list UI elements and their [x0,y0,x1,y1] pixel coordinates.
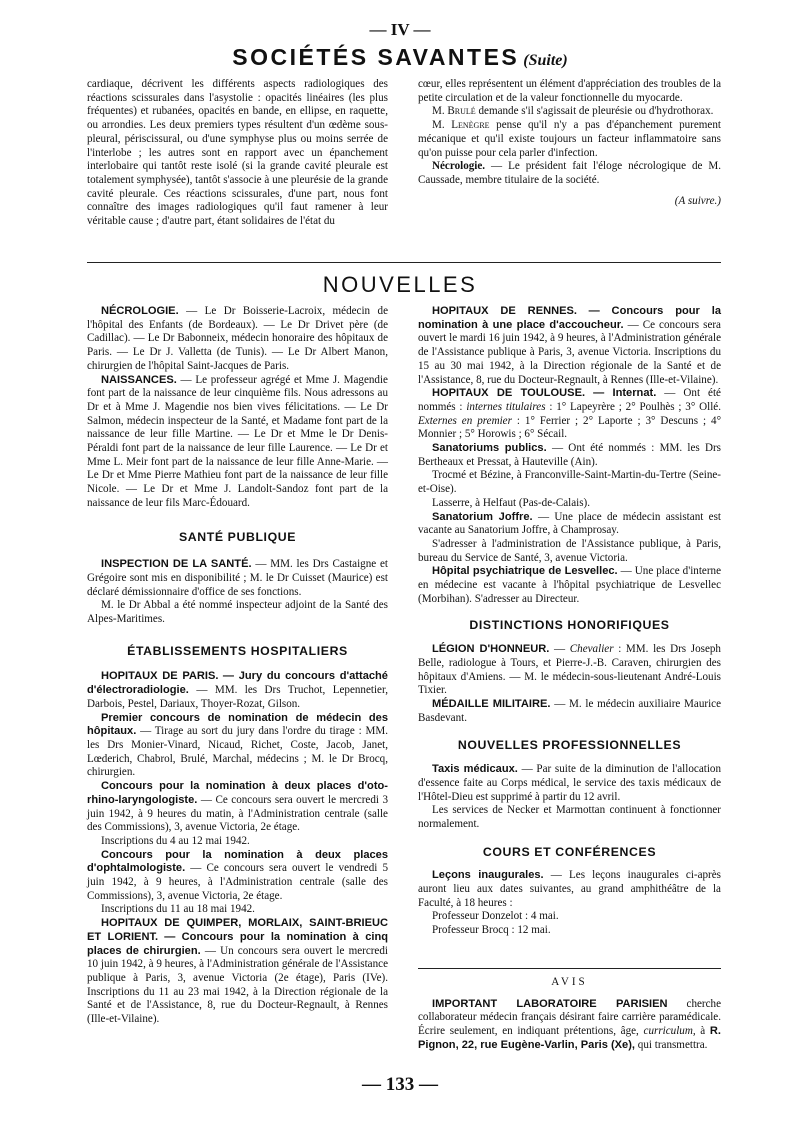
taxis-item [418,763,721,804]
oto-concours-body: — Ce concours sera ouvert le mercredi 3 juin 1942, à 9 heures du matin, à l'Administration centrale (salle des Commissions), 3, avenue Victoria, 2e étage. [87,793,388,834]
professeur-donzelot: Professeur Donzelot : 4 mai. [432,910,559,923]
toulouse-b: : 1° Lapeyrère ; 2° Poulhès ; 3° Ollé. [549,400,721,413]
taxis-2: Les services de Necker et Marmottan continuent à fonctionner normalement. [418,804,721,830]
avis-a: à [700,1025,706,1038]
naissances-body: — Le professeur agrégé et Mme J. Magendie font part de la naissance de leur cinquième fils. Nous adressons au Dr et à Mme J. Magendie nos bien vives félicitations. — Le Dr Salmon, médecin inspecteur de la Santé, et Madame font part de la naissance de leur fille Martine. — Le Dr et Mme le Dr Denis-Péraldi font part de la naissance de leur fille Laurence. — Le Dr et Mme L. Meir font part de la naissance de leur fille Anne-Marie. — Le Dr et Mme Pierre Mathieu font part de la naissance de leur fille Nicole. — Le Dr et Mme J. Landolt-Sandoz font part de la naissance de leur fils Marc-Édouard. [87,373,388,509]
distinctions-title: DISTINCTIONS HONORIFIQUES [469,618,670,633]
oph-inscriptions: Inscriptions du 11 au 18 mai 1942. [101,903,255,916]
quimper-concours: — Concours pour la nomination à cinq places de chirurgien. [87,930,389,957]
quimper-body: — Un concours sera ouvert le mercredi 10 juin 1942, à 9 heures, à l'Administration générale de l'Assistance publique à Paris, 3, avenue Victoria (2e étage), Paris (IVe). Inscriptions du 11 au 23 mai 1942, à la Direction régionale de la Santé et de l'Assistance, 8, rue du Docteur-Regnault, à Rennes (Ille-et-Vilaine). [87,944,388,1026]
cours-title: COURS ET CONFÉRENCES [482,844,657,859]
premier-concours-item [87,712,388,781]
lecons-item [418,869,721,910]
hopitaux-paris-heading: HOPITAUX DE PARIS. [101,670,219,683]
avis-text: cherche collaborateur médecin français désirant faire carrière paramédicale. Écrire seulement, en indiquant prétentions, âge, [418,997,721,1038]
medaille-item [418,698,721,725]
oph-concours-heading: Concours pour la nomination à deux places d'ophtalmologiste. [87,848,388,875]
lecons-body: — Les leçons inaugurales ci-après auront lieu aux dates suivantes, au grand amphithéâtre de la Faculté, à 18 heures : [418,869,721,909]
toulouse-item [418,387,721,442]
toulouse-externes: Externes en premier [418,414,512,427]
medaille-heading: MÉDAILLE MILITAIRE. [432,697,551,710]
societes-savantes-heading [0,44,800,74]
sanatoriums-item [418,442,721,469]
professeur-brocq: Professeur Brocq : 12 mai. [432,924,551,937]
naissances-item [87,374,388,511]
legion-heading: LÉGION D'HONNEUR. [432,643,550,656]
joffre-item [418,511,721,538]
inspection-item [87,558,388,599]
sanatoriums-3: Lasserre, à Helfaut (Pas-de-Calais). [432,496,591,509]
societes-right-p2 [418,105,721,119]
societes-left-text: cardiaque, décrivent les différents aspects radiologiques des réactions scissurales dans l'asystolie : opacités linéaires (les plus fréquentes) et rubanées, opacités en bande, en ellipse, en raquette, ou arrondies. Les deux premiers types résultent d'un œdème sous-pleural, périscissural, ou d'une symphyse plus ou moins serrée de l'interlobe ; les autres sont en rapport avec un épanchement interlobaire qui tantôt reste isolé (si la grande cavité pleurale est totalement symphysée), tantôt s'associe à une pleurésie de la grande cavité pleurale. Ces réactions scissurales, d'une part, nous font connaître des images radiologiques qu'il faut ramener à leur véritable cause ; d'autre part, étant solidaires de l'état du [87,78,388,228]
quimper-heading: HOPITAUX DE QUIMPER, MORLAIX, SAINT-BRIEUC ET LORIENT. [87,917,388,943]
oto-inscriptions: Inscriptions du 4 au 12 mai 1942. [101,834,250,847]
avis-body [418,998,721,1053]
sanatoriums-2: Trocmé et Bézine, à Franconville-Saint-Martin-du-Tertre (Seine-et-Oise). [418,469,721,496]
rennes-item [418,305,721,387]
etablissements-title: ÉTABLISSEMENTS HOSPITALIERS [127,643,348,658]
avis-divider [418,968,721,969]
necrologie-body: — Le Dr Boisserie-Lacroix, médecin de l'hôpital des Enfants (de Bordeaux). — Le Dr Drivet père (de Cadillac). — Le Dr Babonneix, médecin honoraire des hôpitaux de Paris. — Le Dr J. Valletta (de Tunis). — Le Dr Albert Manon, chirurgien de l'hôpital Saint-Jacques de Paris. [87,305,388,372]
societes-right-p1: cœur, elles représentent un élément d'appréciation des troubles de la petite circulation et de la valeur fonctionnelle du myocarde. [418,78,721,104]
lenegre-text: pense qu'il n'y a pas d'épanchement purement mécanique et qu'il existe toujours un facteur inflammatoire sans qu'on puisse pour cela parler d'infection. [418,119,721,159]
naissances-heading: NAISSANCES. [101,373,177,386]
page-roman-numeral: — IV — [369,20,431,39]
medaille-body: — M. le médecin auxiliaire Maurice Basdevant. [418,697,721,724]
brule-text: demande s'il s'agissait de pleurésie ou d'hydrothorax. [478,105,714,118]
lesvellec-heading: Hôpital psychiatrique de Lesvellec. [432,565,618,578]
page-number: — 133 — [362,1074,438,1095]
sante-publique-title: SANTÉ PUBLIQUE [178,529,297,544]
taxis-body: — Par suite de la diminution de l'allocation d'essence faite au Corps médical, le service des taxis médicaux de l'Hôtel-Dieu est supprimé à partir du 12 avril. [418,763,722,803]
joffre-heading: Sanatorium Joffre. [432,510,533,523]
sanatoriums-heading: Sanatoriums publics. [432,442,547,455]
premier-concours-heading: Premier concours de nomination de médecin des hôpitaux. [87,711,388,738]
inspection-heading: INSPECTION DE LA SANTÉ. [101,558,252,571]
joffre-body: — Une place de médecin assistant est vacante au Sanatorium Joffre, à Champrosay. [418,510,721,537]
hopitaux-paris-item [87,670,388,711]
lesvellec-body: — Une place d'interne en médecine est vacante à l'hôpital psychiatrique de Lesvellec (Morbihan). S'adresser au Directeur. [418,565,721,605]
oto-concours-heading: Concours pour la nomination à deux places d'oto-rhino-laryngologiste. [87,780,388,806]
lecons-heading: Leçons inaugurales. [432,869,544,882]
avis-address: R. Pignon, 22, rue Eugène-Varlin, Paris (Xe), [418,1025,722,1051]
brule-name: M. Brulé [432,105,476,118]
avis-end: qui transmettra. [637,1038,708,1051]
legion-chevalier: Chevalier [569,643,614,656]
oph-concours-item [87,849,388,904]
toulouse-heading: HOPITAUX DE TOULOUSE. [432,387,586,400]
societes-right-column [418,78,721,208]
toulouse-internat: — Internat. [593,387,657,400]
nouvelles-prof-title: NOUVELLES PROFESSIONNELLES [457,738,682,753]
legion-item [418,643,721,698]
sanatoriums-body: — Ont été nommés : MM. les Drs Bertheaux et Pressat, à Hauteville (Ain). [418,442,721,468]
joffre-2: S'adresser à l'administration de l'Assistance publique, à Paris, bureau du Service de Santé, 3, avenue Victoria. [418,537,721,564]
premier-concours-body: — Tirage au sort du jury dans l'ordre du tirage : MM. les Drs Monier-Vinard, Nicaud, Richet, Coste, Jacob, Janet, Lœderich, Chabrol, Brulé, Marchal, médecins ; M. le Dr Brocq, chirurgien. [87,725,388,779]
quimper-item [87,917,388,1027]
nouvelles-title: NOUVELLES [322,272,478,297]
rennes-heading: HOPITAUX DE RENNES. [432,305,577,317]
section-divider [87,262,721,263]
lesvellec-item [418,565,721,606]
oto-concours-item [87,780,388,835]
necrologie-text: — Le président fait l'éloge nécrologique de M. Caussade, membre titulaire de la société. [418,160,722,186]
avis-laboratoire: IMPORTANT LABORATOIRE PARISIEN [432,997,668,1010]
inspection-body: — MM. les Drs Castaigne et Grégoire sont mis en disponibilité ; M. le Dr Cuisset (Maurice) est déclaré démissionnaire d'office de ses fonctions. [87,558,388,598]
societes-right-p4 [418,160,721,187]
avis-curriculum: curriculum, [643,1025,696,1038]
societes-left-column [87,78,388,229]
toulouse-c: : 1° Ferrier ; 2° Laporte ; 3° Descuns ; 4° Monnier ; 5° Horowis ; 6° Sécail. [418,414,722,441]
necrologie-heading: NÉCROLOGIE. [101,305,179,317]
hopitaux-paris-body: — MM. les Drs Truchot, Lepennetier, Darbois, Pestel, Dariaux, Thoyer-Rozat, Gilson. [87,684,388,710]
avis-block [418,976,721,1053]
rennes-concours: — Concours pour la nomination à une place d'accoucheur. [418,305,721,331]
lenegre-name: M. Lenègre [432,119,490,132]
societes-title: SOCIÉTÉS SAVANTES [232,44,520,70]
legion-body: : MM. les Drs Joseph Belle, radiologue à Tours, et Pierre-J.-B. Caraven, chirurgien des hôpitaux d'Amiens. — M. le médecin-sous-lieutenant André-Louis Tixier. [418,643,721,697]
toulouse-internes: internes titulaires [466,400,546,413]
societes-suite: (Suite) [523,52,568,69]
necrologie-label: Nécrologie. [432,160,486,173]
nouvelles-left-column [87,305,388,1027]
rennes-body: — Ce concours sera ouvert le mardi 16 juin 1942, à 9 heures, à l'Administration générale de l'Assistance publique à Paris, 3, avenue Victoria. Inscriptions du 15 au 30 mai 1942, à la Direction régionale de la Santé et de l'Assistance, 8, rue du Docteur-Regnault, à Rennes (Ille-et-Vilaine). [418,318,721,386]
avis-title: AVIS [551,976,588,988]
nouvelles-right-column [418,305,721,938]
toulouse-a: — Ont été nommés : [418,387,721,413]
societes-right-p3 [418,119,721,160]
taxis-heading: Taxis médicaux. [432,763,518,776]
jury-concours: — Jury du concours d'attaché d'électroradiologie. [87,670,388,697]
legion-dash: — [554,643,566,656]
a-suivre: (A suivre.) [674,194,721,207]
abbal-item: M. le Dr Abbal a été nommé inspecteur adjoint de la Santé des Alpes-Maritimes. [87,599,388,626]
necrologie-item [87,305,388,374]
oph-concours-body: — Ce concours sera ouvert le vendredi 5 juin 1942, à 9 heures, à l'Administration centrale (salle des Commissions), 3, avenue Victoria, 2e étage. [87,862,388,902]
